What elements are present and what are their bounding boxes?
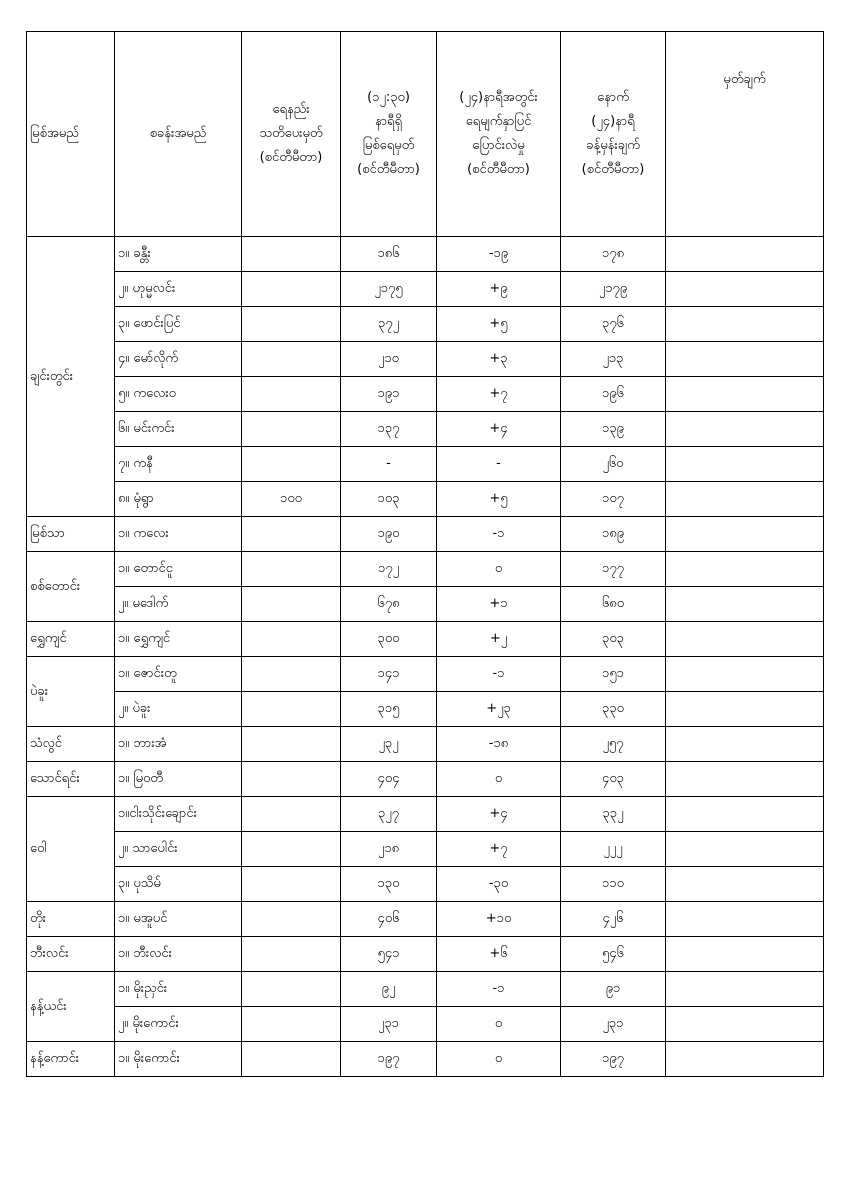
- change-24h-cell: +၆: [437, 937, 561, 972]
- change-24h-cell: -၁: [437, 972, 561, 1007]
- table-row: [27, 517, 824, 552]
- change-24h-header: (၂၄)နာရီအတွင်း ရေမျက်နှာပြင် ပြောင်းလဲမှု (စင်တီမီတာ): [437, 32, 561, 237]
- table-row: [27, 762, 824, 797]
- remarks-cell: [666, 482, 824, 517]
- danger-level-cell: [242, 937, 341, 972]
- danger-level-cell: [242, 412, 341, 447]
- water-level-cell: ၂၁၇၅: [341, 272, 437, 307]
- water-level-cell: ၁၃၇: [341, 412, 437, 447]
- table-row: [27, 552, 824, 587]
- danger-level-cell: [242, 552, 341, 587]
- remarks-cell: [666, 412, 824, 447]
- table-row: [27, 972, 824, 1007]
- water-level-cell: ၃၇၂: [341, 307, 437, 342]
- table-body: [27, 237, 824, 1077]
- forecast-cell: ၁၁၀: [561, 867, 666, 902]
- station-name-cell: ၁။ တောင်ငူ: [115, 552, 242, 587]
- forecast-cell: ၂၃၁: [561, 1007, 666, 1042]
- table-row: [27, 1007, 824, 1042]
- station-name-cell: ၁။ မြဝတီ: [115, 762, 242, 797]
- forecast-cell: ၉၁: [561, 972, 666, 1007]
- table-row: [27, 237, 824, 272]
- station-name-cell: ၆။ မင်းကင်း: [115, 412, 242, 447]
- station-name-cell: ၅။ ကလေးဝ: [115, 377, 242, 412]
- forecast-cell: ၆၈၀: [561, 587, 666, 622]
- remarks-cell: [666, 622, 824, 657]
- danger-level-cell: [242, 377, 341, 412]
- forecast-cell: ၁၀၇: [561, 482, 666, 517]
- remarks-cell: [666, 832, 824, 867]
- change-24h-cell: -၁: [437, 657, 561, 692]
- water-level-cell: ၂၁၀: [341, 342, 437, 377]
- table-row: [27, 1042, 824, 1077]
- header-row: [27, 32, 824, 237]
- remarks-cell: [666, 342, 824, 377]
- water-level-cell: ၁၉၁: [341, 377, 437, 412]
- station-name-cell: ၃။ ပုသိမ်: [115, 867, 242, 902]
- water-level-cell: ၂၃၁: [341, 1007, 437, 1042]
- water-level-cell: ၆၇၈: [341, 587, 437, 622]
- station-name-cell: ၈။ မုံရွာ: [115, 482, 242, 517]
- water-level-table: [26, 31, 824, 1077]
- table-row: [27, 867, 824, 902]
- remarks-cell: [666, 692, 824, 727]
- forecast-cell: ၃၀၃: [561, 622, 666, 657]
- station-name-cell: ၁။ ကလေး: [115, 517, 242, 552]
- remarks-header: မှတ်ချက်: [666, 32, 824, 237]
- remarks-cell: [666, 867, 824, 902]
- station-name-cell: ၁။ မိုးကောင်း: [115, 1042, 242, 1077]
- remarks-cell: [666, 937, 824, 972]
- table-row: [27, 797, 824, 832]
- remarks-cell: [666, 727, 824, 762]
- water-level-cell: ၁၀၃: [341, 482, 437, 517]
- table-row: [27, 377, 824, 412]
- remarks-cell: [666, 307, 824, 342]
- danger-level-cell: [242, 762, 341, 797]
- danger-level-cell: [242, 517, 341, 552]
- forecast-cell: ၁၉၇: [561, 1042, 666, 1077]
- water-level-cell: ၃၀၀: [341, 622, 437, 657]
- river-name-cell: ရွှေကျင်: [27, 622, 115, 657]
- danger-level-cell: [242, 657, 341, 692]
- danger-level-cell: [242, 902, 341, 937]
- river-name-cell: နန့်ယင်း: [27, 972, 115, 1042]
- station-name-cell: ၁။ ဘီးလင်း: [115, 937, 242, 972]
- station-name-cell: ၂။ ဟုမ္မလင်း: [115, 272, 242, 307]
- table-row: [27, 622, 824, 657]
- forecast-cell: ၂၅၇: [561, 727, 666, 762]
- table-row: [27, 482, 824, 517]
- station-name-cell: ၄။ မော်လိုက်: [115, 342, 242, 377]
- station-name-cell: ၁။ ဇောင်းတူ: [115, 657, 242, 692]
- forecast-cell: ၂၁၃: [561, 342, 666, 377]
- danger-level-cell: [242, 342, 341, 377]
- change-24h-cell: +၁: [437, 587, 561, 622]
- change-24h-cell: +၉: [437, 272, 561, 307]
- forecast-cell: ၁၉၆: [561, 377, 666, 412]
- remarks-cell: [666, 447, 824, 482]
- table-row: [27, 342, 824, 377]
- forecast-cell: ၃၃၂: [561, 797, 666, 832]
- water-level-cell: ၁၇၂: [341, 552, 437, 587]
- danger-level-cell: [242, 972, 341, 1007]
- remarks-cell: [666, 797, 824, 832]
- station-name-cell: ၇။ ကနီ: [115, 447, 242, 482]
- station-name-cell: ၁။ မိုးညှင်း: [115, 972, 242, 1007]
- water-level-cell: ၁၈၆: [341, 237, 437, 272]
- change-24h-cell: +၇: [437, 832, 561, 867]
- change-24h-cell: +၂: [437, 622, 561, 657]
- change-24h-cell: +၅: [437, 307, 561, 342]
- change-24h-cell: -၃၀: [437, 867, 561, 902]
- station-name-cell: ၃။ ဖောင်းပြင်: [115, 307, 242, 342]
- station-name-cell: ၁။ငါးသိုင်းချောင်း: [115, 797, 242, 832]
- change-24h-cell: +၄: [437, 412, 561, 447]
- table-row: [27, 412, 824, 447]
- table-row: [27, 727, 824, 762]
- change-24h-cell: -၁: [437, 517, 561, 552]
- change-24h-cell: +၃: [437, 342, 561, 377]
- river-name-cell: ဘီးလင်း: [27, 937, 115, 972]
- table-row: [27, 692, 824, 727]
- forecast-cell: ၄၀၃: [561, 762, 666, 797]
- table-row: [27, 447, 824, 482]
- water-level-cell: ၁၄၁: [341, 657, 437, 692]
- remarks-cell: [666, 762, 824, 797]
- change-24h-cell: ၀: [437, 1007, 561, 1042]
- water-level-cell: -: [341, 447, 437, 482]
- danger-level-cell: [242, 587, 341, 622]
- forecast-header: နောက် (၂၄)နာရီ ခန့်မှန်းချက် (စင်တီမီတာ): [561, 32, 666, 237]
- danger-level-cell: [242, 272, 341, 307]
- river-name-cell: နန့်ကောင်း: [27, 1042, 115, 1077]
- table-row: [27, 902, 824, 937]
- remarks-cell: [666, 377, 824, 412]
- water-level-cell: ၅၄၁: [341, 937, 437, 972]
- change-24h-cell: -: [437, 447, 561, 482]
- table-row: [27, 937, 824, 972]
- remarks-cell: [666, 517, 824, 552]
- danger-level-cell: [242, 692, 341, 727]
- forecast-cell: ၁၇၇: [561, 552, 666, 587]
- water-level-cell: ၃၁၅: [341, 692, 437, 727]
- forecast-cell: ၅၄၆: [561, 937, 666, 972]
- remarks-cell: [666, 237, 824, 272]
- water-level-cell: ၁၉၀: [341, 517, 437, 552]
- river-name-cell: သောင်ရင်း: [27, 762, 115, 797]
- water-level-cell: ၁၃၀: [341, 867, 437, 902]
- table-row: [27, 657, 824, 692]
- station-name-cell: ၂။ ပဲခူး: [115, 692, 242, 727]
- danger-level-cell: [242, 237, 341, 272]
- river-name-cell: သံလွင်: [27, 727, 115, 762]
- forecast-cell: ၁၇၈: [561, 237, 666, 272]
- remarks-cell: [666, 902, 824, 937]
- change-24h-cell: ၀: [437, 1042, 561, 1077]
- station-name-cell: ၂။ မဒေါက်: [115, 587, 242, 622]
- change-24h-cell: +၂၃: [437, 692, 561, 727]
- table-row: [27, 307, 824, 342]
- forecast-cell: ၂၁၇၉: [561, 272, 666, 307]
- change-24h-cell: +၄: [437, 797, 561, 832]
- remarks-cell: [666, 1007, 824, 1042]
- remarks-cell: [666, 272, 824, 307]
- remarks-cell: [666, 587, 824, 622]
- station-name-cell: ၁။ မအူပင်: [115, 902, 242, 937]
- river-name-cell: ဝေါ: [27, 797, 115, 902]
- danger-level-cell: [242, 622, 341, 657]
- danger-level-header: ရေနည်း သတိပေးမှတ် (စင်တီမီတာ): [242, 32, 341, 237]
- danger-level-cell: [242, 1042, 341, 1077]
- change-24h-cell: -၁၉: [437, 237, 561, 272]
- danger-level-cell: ၁၀၀: [242, 482, 341, 517]
- water-level-cell: ၉၂: [341, 972, 437, 1007]
- forecast-cell: ၃၃၀: [561, 692, 666, 727]
- river-name-cell: ချင်းတွင်း: [27, 237, 115, 517]
- table-row: [27, 587, 824, 622]
- change-24h-cell: ၀: [437, 762, 561, 797]
- forecast-cell: ၁၅၁: [561, 657, 666, 692]
- forecast-cell: ၁၈၉: [561, 517, 666, 552]
- station-name-header: စခန်းအမည်: [115, 32, 242, 237]
- change-24h-cell: -၁၈: [437, 727, 561, 762]
- remarks-cell: [666, 1042, 824, 1077]
- station-name-cell: ၁။ ရွှေကျင်: [115, 622, 242, 657]
- river-name-header: မြစ်အမည်: [27, 32, 115, 237]
- remarks-cell: [666, 552, 824, 587]
- danger-level-cell: [242, 1007, 341, 1042]
- change-24h-cell: +၅: [437, 482, 561, 517]
- change-24h-cell: +၇: [437, 377, 561, 412]
- danger-level-cell: [242, 832, 341, 867]
- river-name-cell: တိုး: [27, 902, 115, 937]
- water-level-cell: ၃၂၇: [341, 797, 437, 832]
- table-row: [27, 832, 824, 867]
- danger-level-cell: [242, 307, 341, 342]
- water-level-cell: ၄၀၆: [341, 902, 437, 937]
- river-name-cell: မြစ်သာ: [27, 517, 115, 552]
- forecast-cell: ၂၆၀: [561, 447, 666, 482]
- danger-level-cell: [242, 727, 341, 762]
- change-24h-cell: ၀: [437, 552, 561, 587]
- remarks-cell: [666, 657, 824, 692]
- station-name-cell: ၁။ ဘားအံ: [115, 727, 242, 762]
- station-name-cell: ၂။ သာပေါင်း: [115, 832, 242, 867]
- danger-level-cell: [242, 447, 341, 482]
- water-level-cell: ၄၀၄: [341, 762, 437, 797]
- forecast-cell: ၄၂၆: [561, 902, 666, 937]
- water-level-cell: ၁၉၇: [341, 1042, 437, 1077]
- station-name-cell: ၁။ ခန္တီး: [115, 237, 242, 272]
- river-name-cell: စစ်တောင်း: [27, 552, 115, 622]
- table-row: [27, 272, 824, 307]
- forecast-cell: ၁၃၉: [561, 412, 666, 447]
- danger-level-cell: [242, 797, 341, 832]
- forecast-cell: ၃၇၆: [561, 307, 666, 342]
- water-level-header: (၁၂:၃၀) နာရီရှိ မြစ်ရေမှတ် (စင်တီမီတာ): [341, 32, 437, 237]
- danger-level-cell: [242, 867, 341, 902]
- river-name-cell: ပဲခူး: [27, 657, 115, 727]
- station-name-cell: ၂။ မိုးကောင်း: [115, 1007, 242, 1042]
- forecast-cell: ၂၂၂: [561, 832, 666, 867]
- remarks-cell: [666, 972, 824, 1007]
- water-level-cell: ၂၃၂: [341, 727, 437, 762]
- change-24h-cell: +၁၀: [437, 902, 561, 937]
- water-level-cell: ၂၁၈: [341, 832, 437, 867]
